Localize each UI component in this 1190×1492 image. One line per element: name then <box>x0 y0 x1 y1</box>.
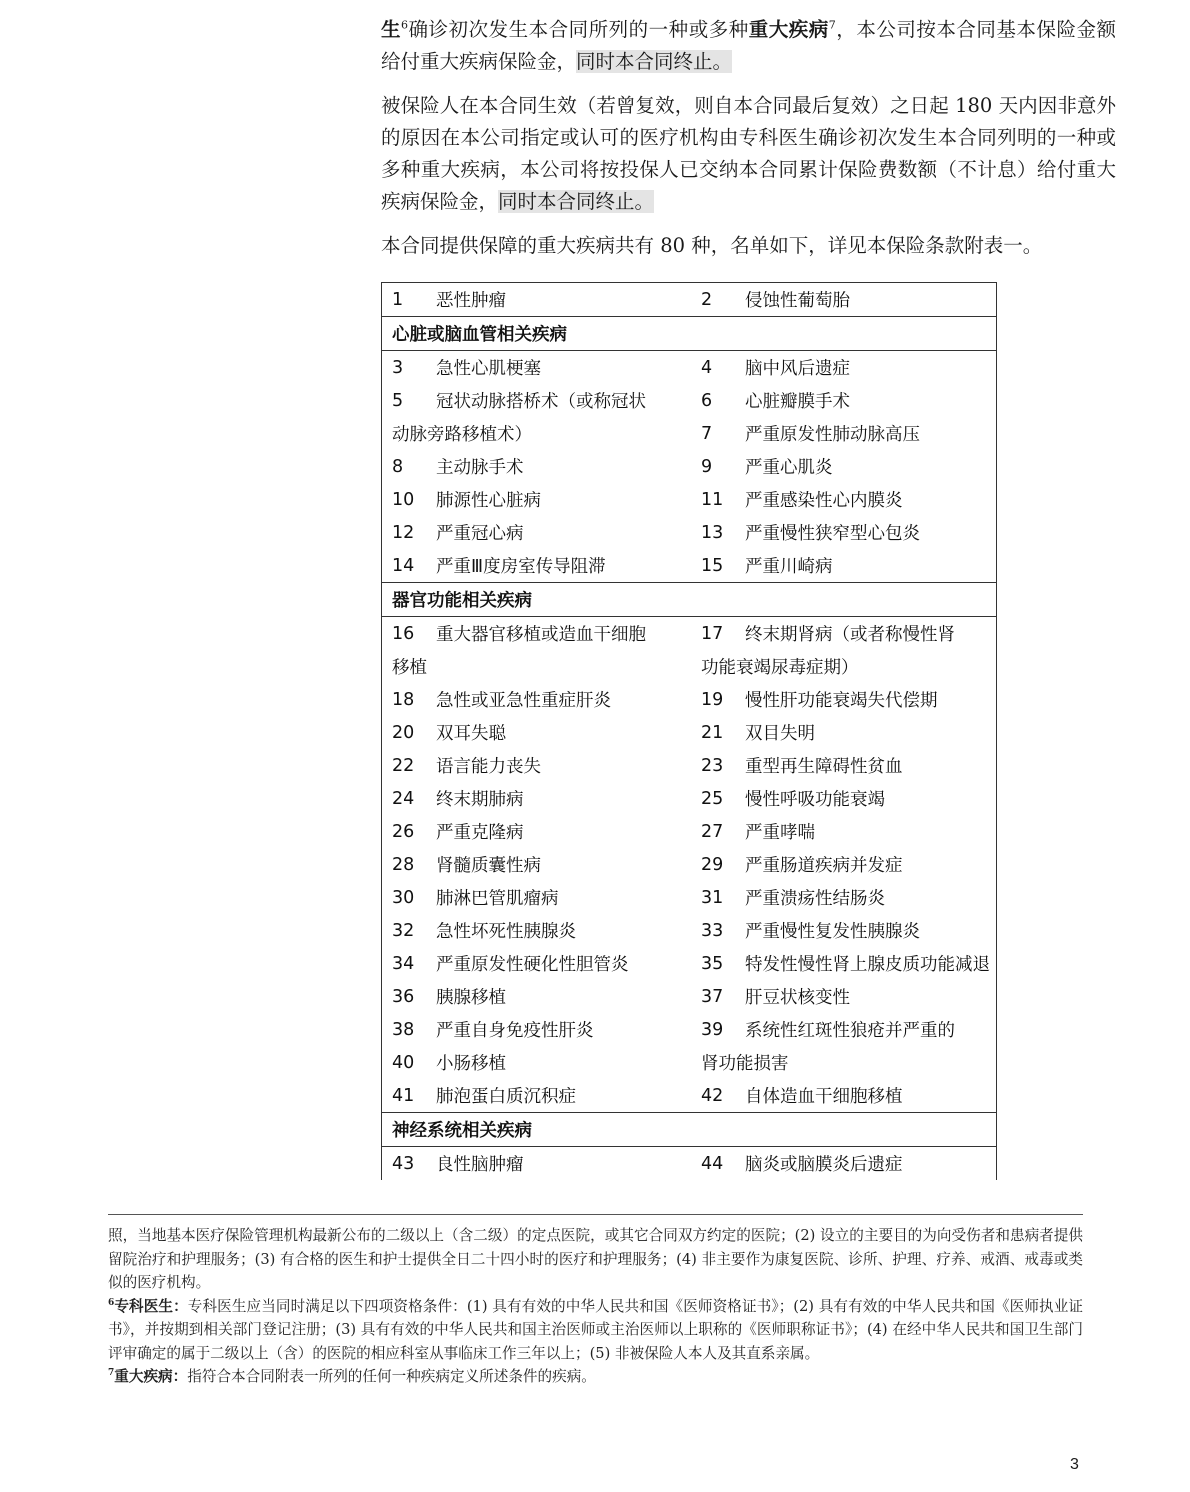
disease-number: 20 <box>392 722 415 743</box>
table-row <box>382 947 997 980</box>
table-row <box>382 617 997 651</box>
disease-number: 19 <box>701 689 724 710</box>
disease-number: 8 <box>392 456 404 477</box>
table-row <box>382 980 997 1013</box>
disease-name-continued: 动脉旁路移植术） <box>392 425 532 445</box>
disease-name: 冠状动脉搭桥术（或称冠状 <box>436 392 646 412</box>
disease-number: 30 <box>392 887 415 908</box>
disease-number: 6 <box>701 390 713 411</box>
table-row <box>382 683 997 716</box>
disease-name: 自体造血干细胞移植 <box>745 1087 903 1107</box>
disease-number: 27 <box>701 821 724 842</box>
footnote-text: 专科医生应当同时满足以下四项资格条件：(1) 具有有效的中华人民共和国《医师资格证书》；(2) 具有有效的中华人民共和国《医师执业证书》，并按期到相关部门登记注册；(3) 具有有效的中华人民共和国主治医师或主治医师以上职称的《医师职称证书》；(4) 在经中华人民共和国卫生部门评审确定的属于二级以上（含）的医院的相应科室从事临床工作三年以上；(5) 非被保险人本人及其直系亲属。 <box>108 1297 1083 1362</box>
disease-name: 严重Ⅲ度房室传导阻滞 <box>436 557 606 577</box>
disease-number: 24 <box>392 788 415 809</box>
section-heading: 器官功能相关疾病 <box>382 583 997 617</box>
footnote-7 <box>108 1365 1083 1389</box>
disease-name: 重型再生障碍性贫血 <box>745 757 903 777</box>
disease-number: 5 <box>392 390 404 411</box>
disease-number: 17 <box>701 623 724 644</box>
section-row <box>382 1113 997 1147</box>
disease-name: 脑炎或脑膜炎后遗症 <box>745 1155 903 1175</box>
disease-number: 23 <box>701 755 724 776</box>
disease-name: 终末期肾病（或者称慢性肾 <box>745 625 955 645</box>
table-row <box>382 516 997 549</box>
disease-number: 42 <box>701 1085 724 1106</box>
disease-name: 严重冠心病 <box>436 524 524 544</box>
disease-number: 18 <box>392 689 415 710</box>
disease-name: 慢性呼吸功能衰竭 <box>745 790 885 810</box>
disease-name: 严重原发性肺动脉高压 <box>745 425 920 445</box>
disease-name: 心脏瓣膜手术 <box>745 392 850 412</box>
disease-number: 12 <box>392 522 415 543</box>
disease-name-continued: 肾功能损害 <box>701 1054 789 1074</box>
disease-name: 肺源性心脏病 <box>436 491 541 511</box>
disease-name: 主动脉手术 <box>436 458 524 478</box>
disease-number: 14 <box>392 555 415 576</box>
disease-name: 侵蚀性葡萄胎 <box>745 291 850 311</box>
paragraph-waiting-period <box>381 90 1116 218</box>
table-row <box>382 782 997 815</box>
footnote-term: 重大疾病： <box>114 1368 188 1385</box>
table-row <box>382 417 997 450</box>
disease-number: 34 <box>392 953 415 974</box>
footnotes <box>108 1224 1083 1389</box>
disease-name: 严重溃疡性结肠炎 <box>745 889 885 909</box>
disease-number: 10 <box>392 489 415 510</box>
table-row <box>382 384 997 417</box>
table-row <box>382 815 997 848</box>
disease-number: 13 <box>701 522 724 543</box>
disease-name: 急性心肌梗塞 <box>436 359 541 379</box>
section-heading: 神经系统相关疾病 <box>382 1113 997 1147</box>
disease-number: 15 <box>701 555 724 576</box>
section-row <box>382 583 997 617</box>
disease-name: 急性坏死性胰腺炎 <box>436 922 576 942</box>
disease-number: 22 <box>392 755 415 776</box>
disease-name: 终末期肺病 <box>436 790 524 810</box>
table-row <box>382 1147 997 1181</box>
disease-name: 肺泡蛋白质沉积症 <box>436 1087 576 1107</box>
disease-name: 严重心肌炎 <box>745 458 833 478</box>
footnote-marker: 6 <box>108 1297 115 1308</box>
disease-name: 慢性肝功能衰竭失代偿期 <box>745 691 938 711</box>
disease-name: 系统性红斑性狼疮并严重的 <box>745 1021 955 1041</box>
footnote-divider <box>108 1214 1083 1215</box>
footnote-term: 专科医生： <box>114 1297 188 1315</box>
disease-number: 16 <box>392 623 415 644</box>
disease-name: 肝豆状核变性 <box>745 988 850 1008</box>
disease-number: 7 <box>701 423 713 444</box>
disease-name-continued: 移植 <box>392 658 427 678</box>
disease-name: 良性脑肿瘤 <box>436 1155 524 1175</box>
disease-number: 1 <box>392 289 404 310</box>
footnote-text: 指符合本合同附表一所列的任何一种疾病定义所述条件的疾病。 <box>187 1368 596 1385</box>
disease-number: 32 <box>392 920 415 941</box>
disease-number: 2 <box>701 289 713 310</box>
footnote-6 <box>108 1295 1083 1366</box>
disease-name: 严重哮喘 <box>745 823 815 843</box>
disease-name: 特发性慢性肾上腺皮质功能减退 <box>745 955 990 975</box>
table-row <box>382 848 997 881</box>
disease-name: 肾髓质囊性病 <box>436 856 541 876</box>
main-text <box>381 14 1116 274</box>
disease-number: 36 <box>392 986 415 1007</box>
disease-number: 33 <box>701 920 724 941</box>
disease-name: 严重肠道疾病并发症 <box>745 856 903 876</box>
table-row <box>382 1079 997 1113</box>
text-span: ，本公司按本合同基本保险金额给付重大疾病保险金， <box>381 18 1116 73</box>
disease-number: 11 <box>701 489 724 510</box>
highlighted-text: 同时本合同终止。 <box>498 190 655 213</box>
disease-name: 重大器官移植或造血干细胞 <box>436 625 646 645</box>
disease-name: 急性或亚急性重症肝炎 <box>436 691 611 711</box>
disease-name: 脑中风后遗症 <box>745 359 850 379</box>
table-row <box>382 450 997 483</box>
disease-number: 35 <box>701 953 724 974</box>
disease-name: 严重川崎病 <box>745 557 833 577</box>
disease-name: 严重慢性复发性胰腺炎 <box>745 922 920 942</box>
table-row <box>382 716 997 749</box>
disease-name: 小肠移植 <box>436 1054 506 1074</box>
disease-name: 严重自身免疫性肝炎 <box>436 1021 594 1041</box>
table-row <box>382 549 997 583</box>
highlighted-text: 同时本合同终止。 <box>576 50 733 73</box>
disease-name: 严重克隆病 <box>436 823 524 843</box>
table-row <box>382 283 997 317</box>
disease-name: 双耳失聪 <box>436 724 506 744</box>
disease-number: 37 <box>701 986 724 1007</box>
footnote-ref-7[interactable]: 7 <box>828 18 836 32</box>
disease-number: 43 <box>392 1153 415 1174</box>
disease-name: 语言能力丧失 <box>436 757 541 777</box>
disease-number: 40 <box>392 1052 415 1073</box>
disease-name: 严重原发性硬化性胆管炎 <box>436 955 629 975</box>
disease-name-continued: 功能衰竭尿毒症期） <box>701 658 859 678</box>
footnote-continued: 照，当地基本医疗保险管理机构最新公布的二级以上（含二级）的定点医院，或其它合同双方约定的医院；(2) 设立的主要目的为向受伤者和患病者提供留院治疗和护理服务；(3) 有合格的医生和护士提供全日二十四小时的医疗和护理服务；(4) 非主要作为康复医院、诊所、护理、疗养、戒酒、戒毒或类似的医疗机构。 <box>108 1227 1083 1291</box>
disease-number: 28 <box>392 854 415 875</box>
disease-name: 严重感染性心内膜炎 <box>745 491 903 511</box>
table-row <box>382 483 997 516</box>
table-row <box>382 749 997 782</box>
disease-number: 26 <box>392 821 415 842</box>
disease-name: 肺淋巴管肌瘤病 <box>436 889 559 909</box>
disease-name: 双目失明 <box>745 724 815 744</box>
disease-table <box>381 282 997 1180</box>
disease-number: 3 <box>392 357 404 378</box>
table-row <box>382 650 997 683</box>
bold-term: 重大疾病 <box>748 18 829 41</box>
disease-name: 胰腺移植 <box>436 988 506 1008</box>
paragraph-benefit <box>381 14 1116 78</box>
table-row <box>382 351 997 385</box>
disease-number: 29 <box>701 854 724 875</box>
footnote-marker: 7 <box>108 1368 115 1379</box>
disease-number: 31 <box>701 887 724 908</box>
disease-number: 4 <box>701 357 713 378</box>
page-number: 3 <box>1070 1456 1079 1473</box>
paragraph-disease-count: 本合同提供保障的重大疾病共有 80 种，名单如下，详见本保险条款附表一。 <box>381 234 1043 257</box>
table-row <box>382 1046 997 1079</box>
section-heading: 心脏或脑血管相关疾病 <box>382 317 997 351</box>
text-span: 确诊初次发生本合同所列的一种或多种 <box>408 18 749 41</box>
disease-number: 9 <box>701 456 713 477</box>
disease-name: 严重慢性狭窄型心包炎 <box>745 524 920 544</box>
disease-number: 39 <box>701 1019 724 1040</box>
disease-name: 恶性肿瘤 <box>436 291 506 311</box>
text-span: 被保险人在本合同生效（若曾复效，则自本合同最后复效）之日起 180 天内因非意外的原因在本公司指定或认可的医疗机构由专科医生确诊初次发生本合同列明的一种或多种重大疾病，本公司将按投保人已交纳本合同累计保险费数额（不计息）给付重大疾病保险金， <box>381 94 1116 213</box>
section-row <box>382 317 997 351</box>
table-row <box>382 914 997 947</box>
footnote-ref-6[interactable]: 6 <box>401 18 409 32</box>
disease-number: 44 <box>701 1153 724 1174</box>
bold-term: 生 <box>381 18 402 41</box>
disease-number: 25 <box>701 788 724 809</box>
disease-number: 41 <box>392 1085 415 1106</box>
disease-number: 21 <box>701 722 724 743</box>
table-row <box>382 1013 997 1046</box>
table-row <box>382 881 997 914</box>
disease-number: 38 <box>392 1019 415 1040</box>
